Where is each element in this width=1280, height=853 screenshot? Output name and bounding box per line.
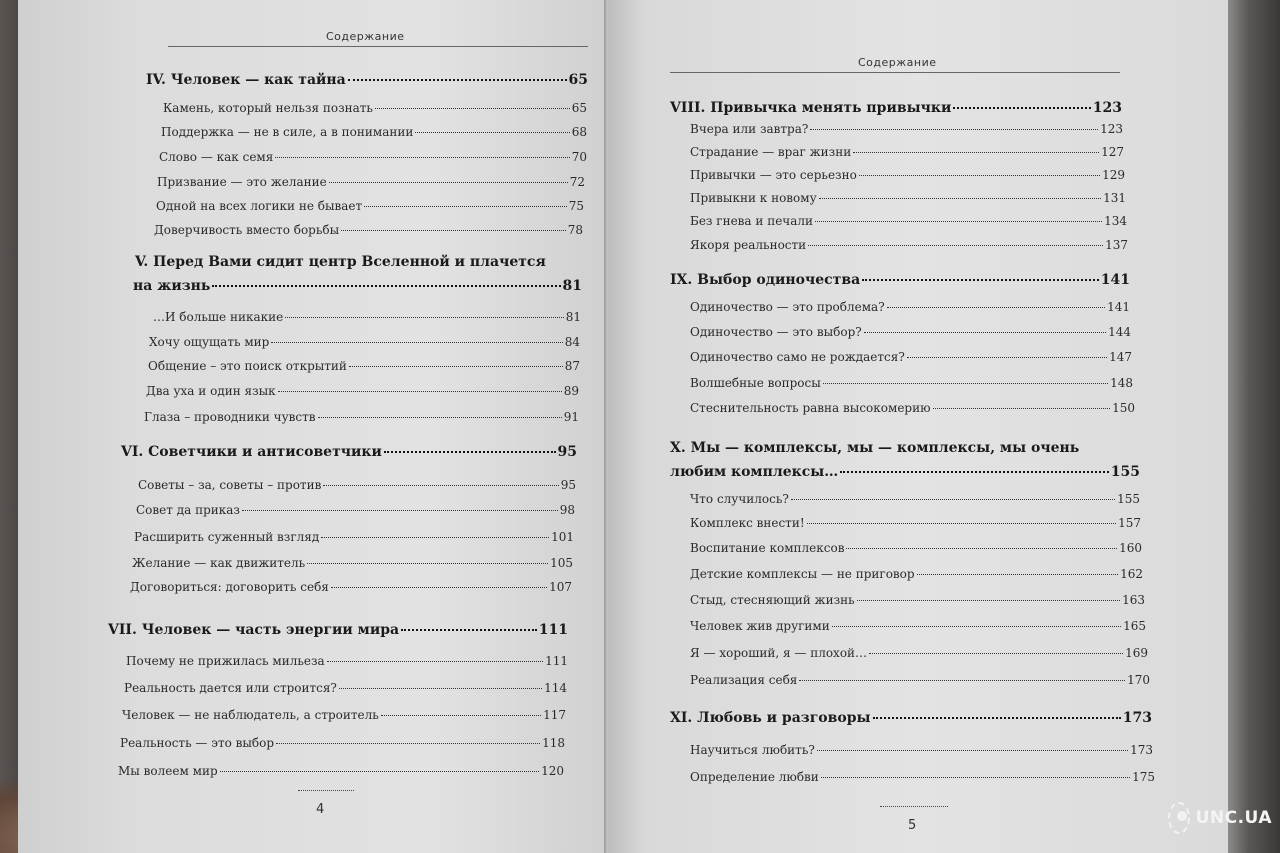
toc-item: Поддержка — не в силе, а в понимании 68	[161, 125, 587, 139]
toc-item: Реальность дается или строится? 114	[124, 681, 567, 695]
left-page-number: 4	[316, 802, 325, 817]
toc-item: Научиться любить? 173	[690, 743, 1153, 757]
toc-item: Одной на всех логики не бывает 75	[156, 199, 584, 213]
toc-item: Одиночество — это выбор? 144	[690, 325, 1131, 339]
toc-chapter-xi: XI. Любовь и разговоры 173	[670, 710, 1152, 726]
toc-chapter-v: на жизнь 81	[133, 278, 582, 294]
toc-item: Общение – это поиск открытий 87	[148, 359, 580, 373]
toc-chapter-ix: IX. Выбор одиночества 141	[670, 272, 1130, 288]
left-head-rule	[168, 46, 588, 47]
toc-item: Человек — не наблюдатель, а строитель 117	[122, 708, 566, 722]
toc-item: Привычки — это серьезно 129	[690, 168, 1125, 182]
toc-item: Призвание — это желание 72	[157, 175, 585, 189]
toc-item: Стыд, стесняющий жизнь 163	[690, 593, 1145, 607]
left-running-head: Содержание	[326, 30, 405, 43]
toc-item: Страдание — враг жизни 127	[690, 145, 1124, 159]
toc-item: Глаза – проводники чувств 91	[144, 410, 579, 424]
right-page-number: 5	[908, 818, 917, 833]
toc-item: Совет да приказ 98	[136, 503, 575, 517]
toc-item: Привыкни к новому 131	[690, 191, 1126, 205]
toc-item: Хочу ощущать мир 84	[149, 335, 580, 349]
toc-chapter-x-line1: X. Мы — комплексы, мы — комплексы, мы очень	[670, 440, 1080, 456]
page-edge	[1228, 0, 1280, 853]
toc-chapter-viii: VIII. Привычка менять привычки 123	[670, 100, 1122, 116]
toc-chapter-vii: VII. Человек — часть энергии мира 111	[108, 622, 568, 638]
toc-item: Воспитание комплексов 160	[690, 541, 1142, 555]
toc-item: Желание — как движитель 105	[132, 556, 573, 570]
toc-item: Якоря реальности 137	[690, 238, 1128, 252]
left-folio-rule	[298, 790, 354, 791]
toc-item: Без гнева и печали 134	[690, 214, 1127, 228]
toc-item: Советы – за, советы – против 95	[138, 478, 576, 492]
toc-item: Расширить суженный взгляд 101	[134, 530, 574, 544]
toc-item: Вчера или завтра? 123	[690, 122, 1123, 136]
toc-item: Слово — как семя 70	[159, 150, 587, 164]
right-page	[608, 0, 1228, 853]
toc-item: Реализация себя 170	[690, 673, 1150, 687]
toc-item: …И больше никакие 81	[153, 310, 581, 324]
watermark	[1168, 800, 1272, 836]
toc-chapter-iv: IV. Человек — как тайна 65	[146, 72, 588, 88]
right-folio-rule	[880, 806, 948, 807]
toc-item: Комплекс внести! 157	[690, 516, 1141, 530]
toc-item: Одиночество — это проблема? 141	[690, 300, 1130, 314]
right-running-head: Содержание	[858, 56, 937, 69]
toc-item: Договориться: договорить себя 107	[130, 580, 572, 594]
toc-chapter-x: любим комплексы… 155	[670, 464, 1140, 480]
watermark-text: UNC.UA	[1195, 808, 1272, 828]
toc-item: Детские комплексы — не приговор 162	[690, 567, 1143, 581]
toc-item: Два уха и один язык 89	[146, 384, 579, 398]
toc-item: Камень, который нельзя познать 65	[163, 101, 587, 115]
sun-logo-icon	[1168, 802, 1190, 834]
toc-item: Определение любви 175	[690, 770, 1155, 784]
toc-item: Мы волеем мир 120	[118, 764, 564, 778]
toc-item: Я — хороший, я — плохой… 169	[690, 646, 1148, 660]
toc-item: Что случилось? 155	[690, 492, 1140, 506]
toc-item: Человек жив другими 165	[690, 619, 1146, 633]
toc-item: Стеснительность равна высокомерию 150	[690, 401, 1135, 415]
toc-item: Одиночество само не рождается? 147	[690, 350, 1132, 364]
left-page	[18, 0, 608, 853]
toc-chapter-v-line1: V. Перед Вами сидит центр Вселенной и плачется	[135, 254, 546, 270]
toc-item: Волшебные вопросы 148	[690, 376, 1133, 390]
right-head-rule	[670, 72, 1120, 73]
toc-item: Доверчивость вместо борьбы 78	[154, 223, 583, 237]
toc-item: Почему не прижилась мильеза 111	[126, 654, 568, 668]
toc-item: Реальность — это выбор 118	[120, 736, 565, 750]
toc-chapter-vi: VI. Советчики и антисоветчики 95	[121, 444, 577, 460]
